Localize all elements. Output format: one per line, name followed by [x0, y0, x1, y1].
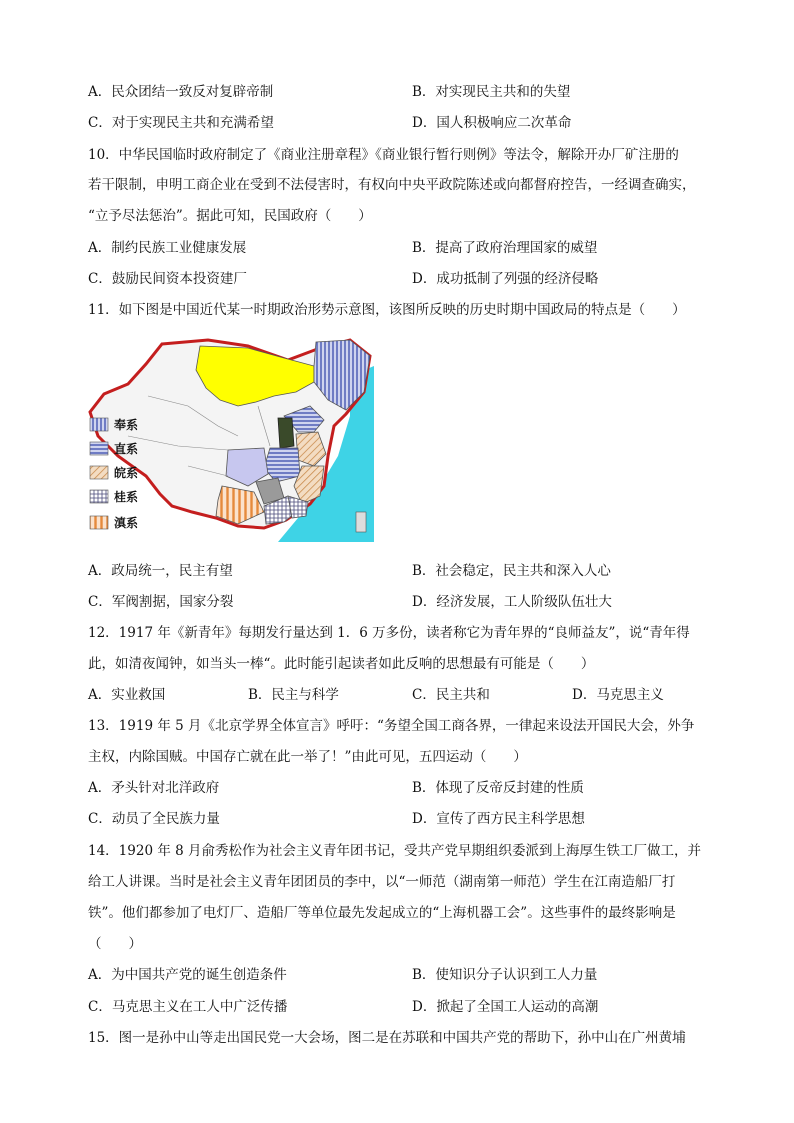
- q14-option-b[interactable]: B．使知识分子认识到工人力量: [412, 967, 598, 983]
- q10-option-d[interactable]: D．成功抵制了列强的经济侵略: [412, 271, 599, 287]
- q9-option-c[interactable]: C．对于实现民主共和充满希望: [88, 115, 274, 131]
- q11-option-d[interactable]: D．经济发展，工人阶级队伍壮大: [412, 594, 612, 610]
- q12-stem-line2: 此，如清夜闻钟，如当头一棒“。此时能引起读者如此反响的思想最有可能是（ ）: [88, 656, 595, 672]
- q13-option-a[interactable]: A．矛头针对北洋政府: [88, 780, 220, 796]
- q11-option-c[interactable]: C．军阀割据，国家分裂: [88, 594, 234, 610]
- q12-option-c[interactable]: C．民主共和: [412, 687, 490, 703]
- q10-stem-line3: “立予尽法惩治”。据此可知，民国政府（ ）: [88, 208, 372, 224]
- q10-option-c[interactable]: C．鼓励民间资本投资建厂: [88, 271, 247, 287]
- q10-option-a[interactable]: A．制约民族工业健康发展: [88, 240, 247, 256]
- q12-option-a[interactable]: A．实业救国: [88, 687, 166, 703]
- q10-option-b[interactable]: B．提高了政府治理国家的威望: [412, 240, 598, 256]
- q13-stem-line2: 主权，内除国贼。中国存亡就在此一举了！”由此可见，五四运动（ ）: [88, 749, 527, 765]
- q9-option-b[interactable]: B．对实现民主共和的失望: [412, 84, 571, 100]
- legend-fengxi: 奉系: [114, 418, 139, 432]
- q11-option-b[interactable]: B．社会稳定，民主共和深入人心: [412, 563, 611, 579]
- q14-stem-line1: 14．1920 年 8 月俞秀松作为社会主义青年团书记，受共产党早期组织委派到上海厚生铁工厂做工，并: [88, 843, 701, 859]
- q11-stem-line1: 11．如下图是中国近代某一时期政治形势示意图，该图所反映的历史时期中国政局的特点是（ ）: [88, 302, 686, 318]
- q14-option-a[interactable]: A．为中国共产党的诞生创造条件: [88, 967, 287, 983]
- q12-option-d[interactable]: D．马克思主义: [572, 687, 664, 703]
- q14-option-c[interactable]: C．马克思主义在工人中广泛传播: [88, 999, 288, 1015]
- q14-option-d[interactable]: D．掀起了全国工人运动的高潮: [412, 999, 599, 1015]
- q14-stem-line2: 给工人讲课。当时是社会主义青年团团员的李中，以“一师范（湖南第一师范）学生在江南造船厂打: [88, 874, 676, 890]
- q10-stem-line1: 10．中华民国临时政府制定了《商业注册章程》《商业银行暂行则例》等法令，解除开办厂矿注册的: [88, 147, 679, 163]
- q14-stem-line3: 铁”。他们都参加了电灯厂、造船厂等单位最先发起成立的“上海机器工会”。这些事件的最终影响是: [88, 905, 676, 921]
- q12-option-b[interactable]: B．民主与科学: [248, 687, 339, 703]
- q13-option-c[interactable]: C．动员了全民族力量: [88, 811, 220, 827]
- q14-stem-line4: （ ）: [88, 936, 142, 952]
- legend-dianxi: 滇系: [114, 516, 139, 530]
- q9-option-d[interactable]: D．国人积极响应二次革命: [412, 115, 572, 131]
- q10-stem-line2: 若干限制，申明工商企业在受到不法侵害时，有权向中央平政院陈述或向都督府控告，一经调查确实，: [88, 177, 696, 193]
- legend-guixi: 桂系: [114, 490, 139, 504]
- legend-zhixi: 直系: [114, 442, 139, 456]
- q11-option-a[interactable]: A．政局统一，民主有望: [88, 563, 233, 579]
- warlord-map: [88, 336, 374, 542]
- legend-wanxi: 皖系: [114, 466, 139, 480]
- q13-option-d[interactable]: D．宣传了西方民主科学思想: [412, 811, 585, 827]
- q9-option-a[interactable]: A．民众团结一致反对复辟帝制: [88, 84, 274, 100]
- q15-stem-line1: 15．图一是孙中山等走出国民党一大会场，图二是在苏联和中国共产党的帮助下，孙中山在广州黄埔: [88, 1030, 686, 1046]
- q13-stem-line1: 13．1919 年 5 月《北京学界全体宣言》呼吁：“务望全国工商各界，一律起来设法开国民大会，外争: [88, 718, 695, 734]
- q13-option-b[interactable]: B．体现了反帝反封建的性质: [412, 780, 584, 796]
- q12-stem-line1: 12．1917 年《新青年》每期发行量达到 1．6 万多份，读者称它为青年界的“良师益友”，说“青年得: [88, 625, 690, 641]
